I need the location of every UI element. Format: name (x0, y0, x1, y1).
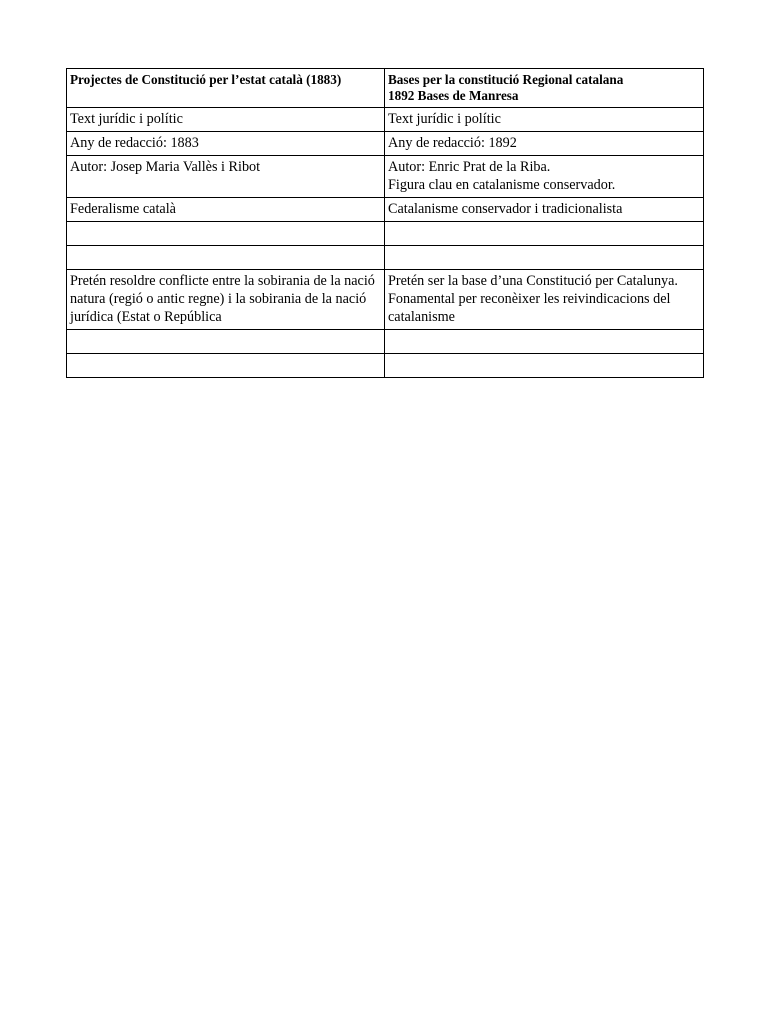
table-row (67, 270, 704, 330)
table-cell-left (67, 222, 385, 246)
table-row (67, 198, 704, 222)
table-cell-right: Text jurídic i polític (385, 108, 704, 132)
table-cell-left: Autor: Josep Maria Vallès i Ribot (67, 156, 385, 198)
table-cell-right (385, 222, 704, 246)
table-cell-left: Text jurídic i polític (67, 108, 385, 132)
table-row (67, 108, 704, 132)
table-cell-right: Autor: Enric Prat de la Riba. Figura clau en catalanisme conservador. (385, 156, 704, 198)
table-row-empty (67, 246, 704, 270)
comparison-table (66, 68, 704, 378)
table-cell-right: Catalanisme conservador i tradicionalista (385, 198, 704, 222)
table-cell-right: Pretén ser la base d’una Constitució per Catalunya. Fonamental per reconèixer les reivindicacions del catalanisme (385, 270, 704, 330)
table-cell-right: Any de redacció: 1892 (385, 132, 704, 156)
header-cell-right: Bases per la constitució Regional catalana 1892 Bases de Manresa (385, 69, 704, 108)
table-cell-right (385, 330, 704, 354)
table-cell-left (67, 246, 385, 270)
table-row-empty (67, 222, 704, 246)
table-row-empty (67, 330, 704, 354)
table-header-row (67, 69, 704, 108)
table-cell-left: Federalisme català (67, 198, 385, 222)
header-cell-left: Projectes de Constitució per l’estat català (1883) (67, 69, 385, 108)
table-cell-right (385, 246, 704, 270)
table-row (67, 132, 704, 156)
table-cell-left (67, 354, 385, 378)
table-cell-left (67, 330, 385, 354)
table-row (67, 156, 704, 198)
table-row-empty (67, 354, 704, 378)
table-cell-right (385, 354, 704, 378)
table-cell-left: Any de redacció: 1883 (67, 132, 385, 156)
table-cell-left: Pretén resoldre conflicte entre la sobirania de la nació natura (regió o antic regne) i la sobirania de la nació jurídica (Estat o República (67, 270, 385, 330)
